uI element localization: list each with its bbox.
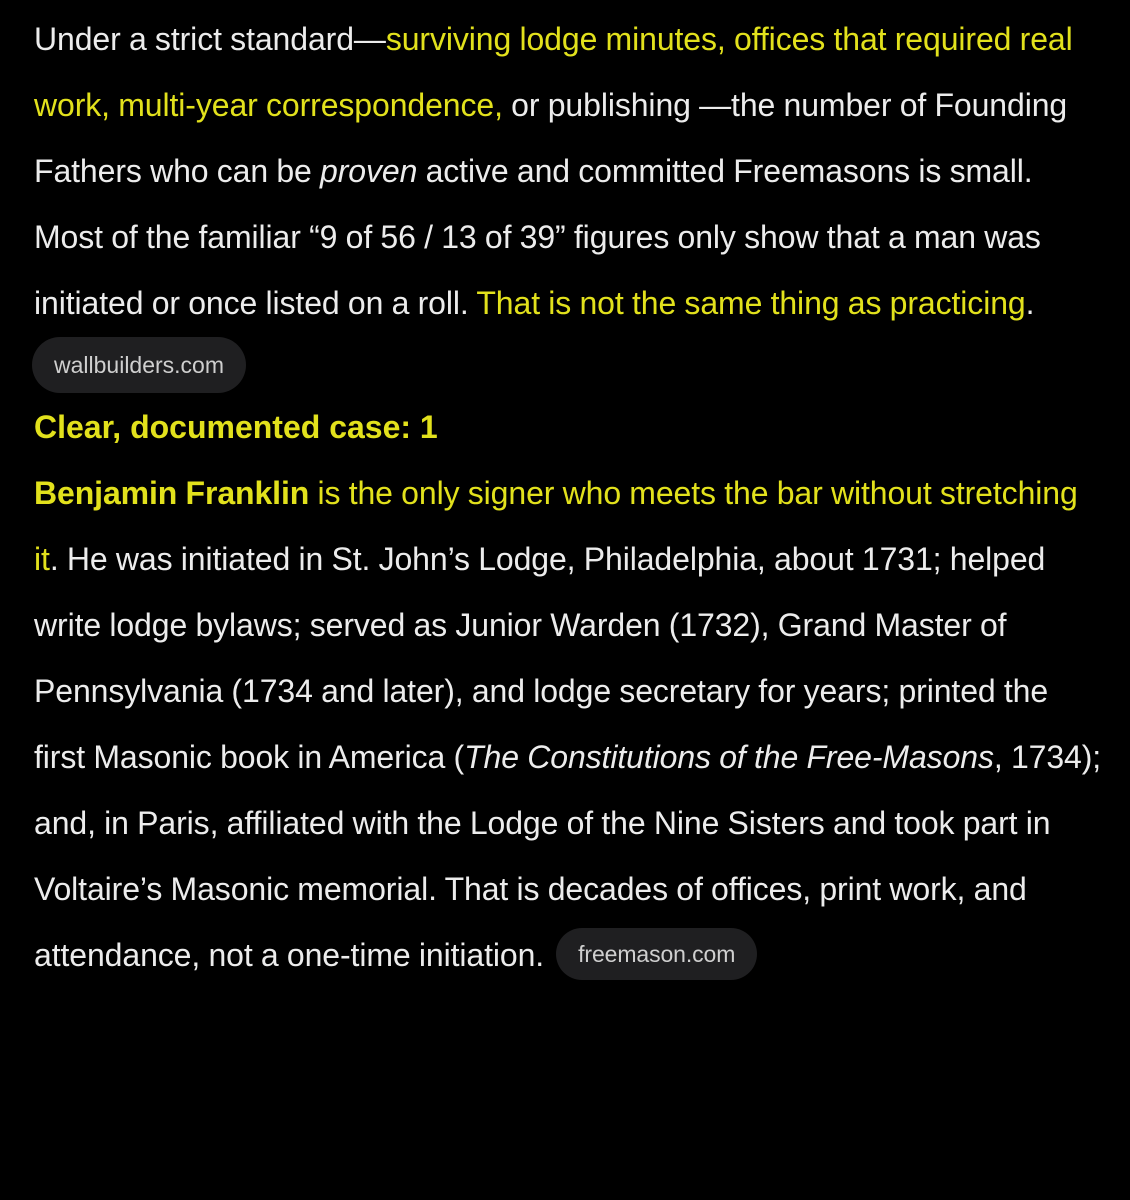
book-title: The Constitutions of the Free-Masons [464,739,994,775]
highlighted-citation-text[interactable]: surviving lodge minutes, offices that required real work, multi-year correspondence, [34,21,1073,123]
text-segment: . [1025,285,1035,321]
highlighted-citation-text[interactable]: That is not the same thing as practicing [476,285,1026,321]
response-content [34,6,1104,988]
text-segment: active and committed Freemasons is small. Most of the familiar “9 of 56 / 13 of 39” figures only show that a man was initiated or once listed on a roll. [34,153,1041,321]
source-chip-row [32,336,1104,394]
highlighted-name[interactable]: Benjamin Franklin [34,475,310,511]
source-chip-wallbuilders[interactable]: wallbuilders.com [32,337,246,393]
text-segment: Under a strict standard— [34,21,386,57]
franklin-paragraph [34,460,1104,988]
text-segment: or publishing —the number of Founding Fathers who can be [34,87,1068,189]
intro-paragraph [34,6,1104,336]
text-segment: , 1734); and, in Paris, affiliated with the Lodge of the Nine Sisters and took part in Voltaire’s Masonic memorial. That is decades of offices, print work, and attendance, not a one-time initiation. [34,739,1102,973]
section-heading: Clear, documented case: 1 [34,409,438,445]
emphasis-text: proven [320,153,418,189]
highlighted-citation-text[interactable]: is the only signer who meets the bar without stretching it [34,475,1078,577]
source-chip-freemason[interactable]: freemason.com [556,928,757,980]
text-segment: . He was initiated in St. John’s Lodge, Philadelphia, about 1731; helped write lodge bylaws; served as Junior Warden (1732), Grand Master of Pennsylvania (1734 and later), and lodge secretary for years; printed the first Masonic book in America ( [34,541,1049,775]
